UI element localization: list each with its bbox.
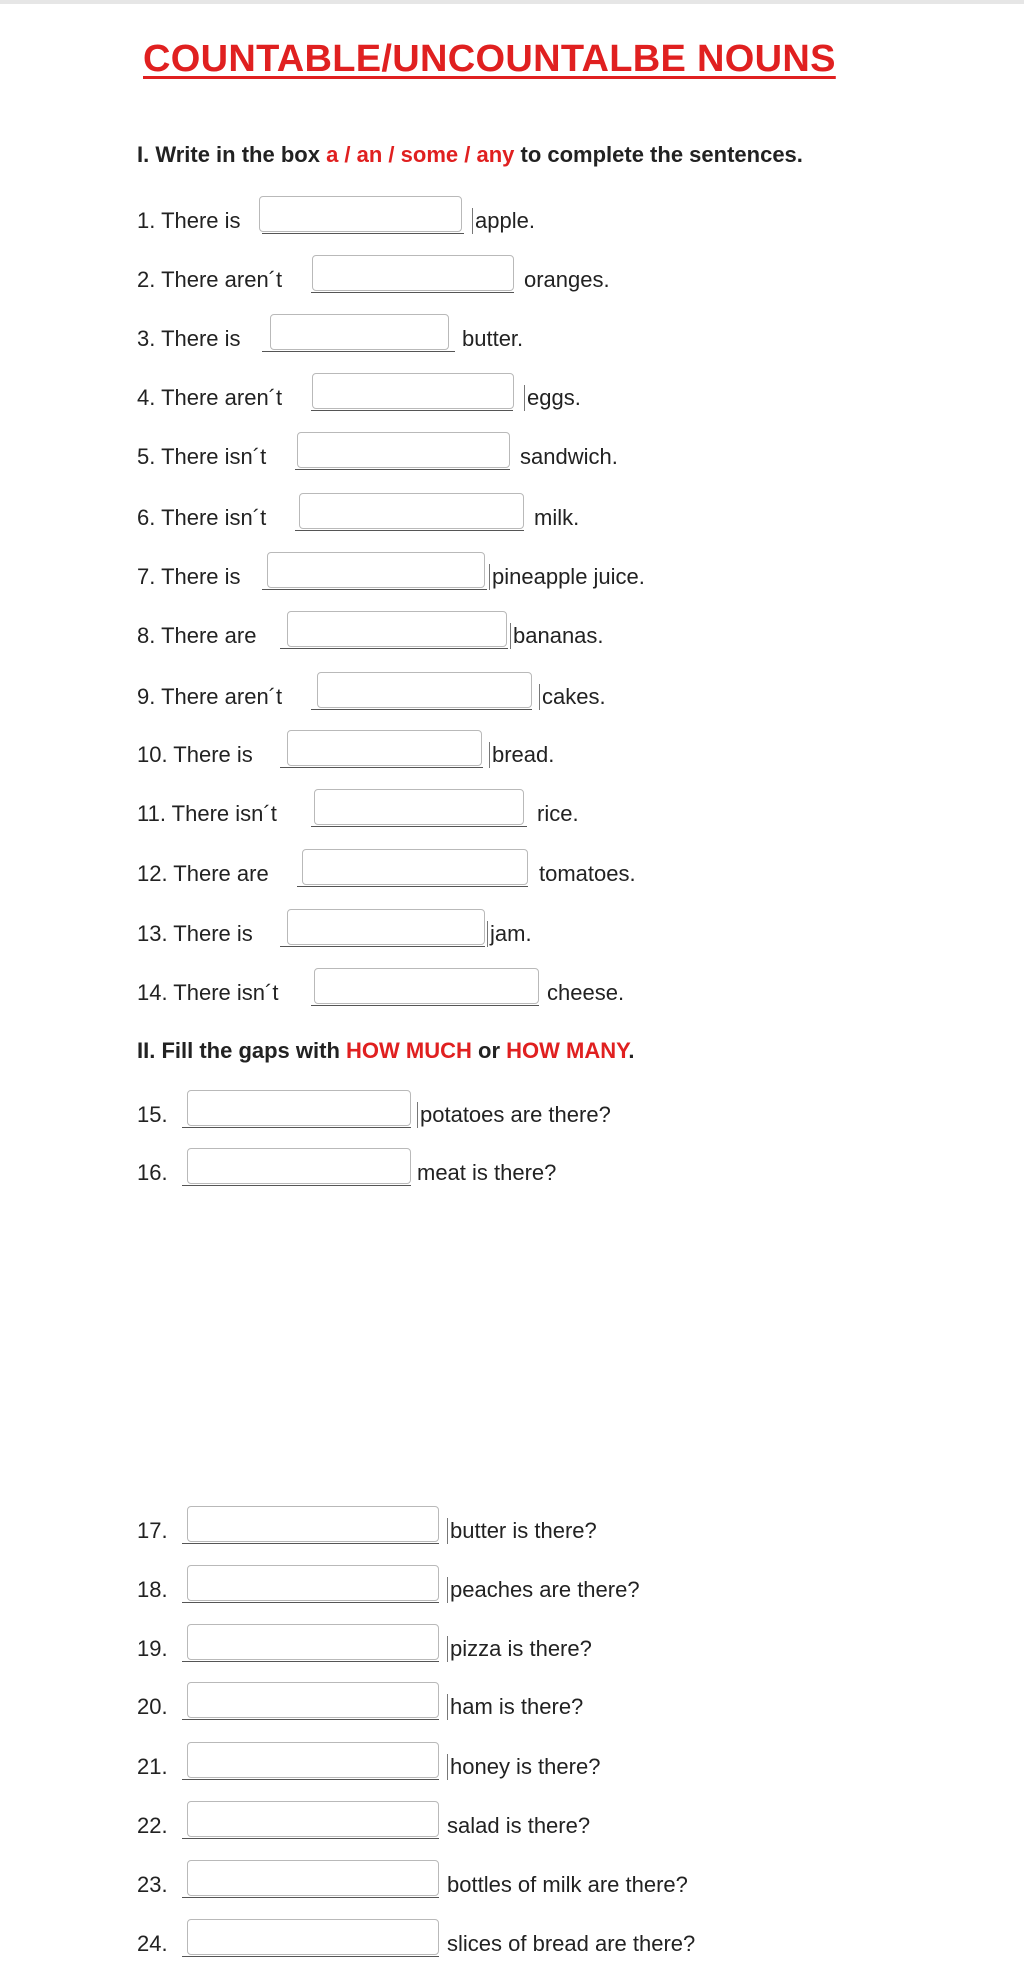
question-prompt: 17. — [137, 1518, 168, 1543]
answer-box[interactable] — [317, 672, 532, 708]
question-prompt: 22. — [137, 1813, 168, 1838]
instruction-prefix: I. Write in the box — [137, 142, 327, 167]
question-continuation: slices of bread are there? — [447, 1931, 696, 1956]
answer-underline — [262, 351, 455, 352]
answer-underline — [182, 1127, 411, 1128]
answer-box[interactable] — [270, 314, 449, 350]
answer-underline — [295, 530, 524, 531]
question-prompt: 5. There isn´t — [137, 444, 267, 469]
question-prompt: 11. There isn´t — [137, 801, 277, 826]
instruction-suffix: to complete the sentences. — [514, 142, 803, 167]
question-continuation: potatoes are there? — [417, 1102, 611, 1128]
question-row-6 — [137, 493, 1017, 533]
answer-underline — [182, 1602, 439, 1603]
question-row-8 — [137, 611, 1017, 651]
answer-underline — [297, 886, 528, 887]
question-row-19 — [137, 1624, 1017, 1664]
question-row-3 — [137, 314, 1017, 354]
question-row-2 — [137, 255, 1017, 295]
question-prompt: 18. — [137, 1577, 168, 1602]
question-continuation: eggs. — [524, 385, 581, 411]
question-prompt: 10. There is — [137, 742, 253, 767]
answer-box[interactable] — [302, 849, 528, 885]
question-continuation: sandwich. — [520, 444, 618, 469]
question-continuation: butter is there? — [447, 1518, 597, 1544]
answer-underline — [182, 1543, 439, 1544]
question-row-5 — [137, 432, 1017, 472]
answer-box[interactable] — [187, 1742, 439, 1778]
question-prompt: 9. There aren´t — [137, 684, 283, 709]
instruction-suffix: . — [628, 1038, 635, 1063]
section-2-instruction — [137, 1038, 634, 1064]
answer-underline — [182, 1897, 439, 1898]
question-prompt: 12. There are — [137, 861, 269, 886]
answer-underline — [311, 1005, 539, 1006]
answer-underline — [182, 1185, 411, 1186]
question-prompt: 16. — [137, 1160, 168, 1185]
question-row-14 — [137, 968, 1017, 1008]
answer-box[interactable] — [287, 909, 485, 945]
question-row-20 — [137, 1682, 1017, 1722]
answer-underline — [182, 1719, 439, 1720]
answer-underline — [182, 1779, 439, 1780]
answer-underline — [280, 648, 508, 649]
answer-box[interactable] — [287, 611, 507, 647]
instruction-prefix: II. Fill the gaps with — [137, 1038, 347, 1063]
answer-box[interactable] — [187, 1565, 439, 1601]
answer-underline — [262, 589, 487, 590]
answer-underline — [182, 1661, 439, 1662]
answer-box[interactable] — [187, 1090, 411, 1126]
question-continuation: peaches are there? — [447, 1577, 640, 1603]
question-prompt: 1. There is — [137, 208, 241, 233]
section-1-instruction — [137, 142, 803, 168]
answer-underline — [311, 826, 527, 827]
question-row-1 — [137, 196, 1017, 236]
top-edge — [0, 0, 1024, 4]
answer-box[interactable] — [314, 789, 524, 825]
question-prompt: 19. — [137, 1636, 168, 1661]
answer-box[interactable] — [187, 1919, 439, 1955]
answer-underline — [311, 709, 532, 710]
question-continuation: ham is there? — [447, 1694, 583, 1720]
question-row-24 — [137, 1919, 1017, 1959]
instruction-options: a / an / some / any — [326, 142, 515, 167]
question-prompt: 13. There is — [137, 921, 253, 946]
instruction-middle: or — [471, 1038, 507, 1063]
question-row-21 — [137, 1742, 1017, 1782]
question-row-12 — [137, 849, 1017, 889]
question-row-13 — [137, 909, 1017, 949]
answer-box[interactable] — [312, 373, 514, 409]
answer-box[interactable] — [187, 1624, 439, 1660]
question-prompt: 15. — [137, 1102, 168, 1127]
question-prompt: 4. There aren´t — [137, 385, 283, 410]
option-how-many: HOW MANY — [506, 1038, 629, 1063]
question-row-15 — [137, 1090, 1017, 1130]
question-row-7 — [137, 552, 1017, 592]
answer-box[interactable] — [187, 1506, 439, 1542]
question-row-9 — [137, 672, 1017, 712]
question-row-4 — [137, 373, 1017, 413]
answer-underline — [280, 767, 483, 768]
answer-box[interactable] — [187, 1801, 439, 1837]
answer-underline — [311, 410, 513, 411]
question-continuation: butter. — [462, 326, 524, 351]
question-row-23 — [137, 1860, 1017, 1900]
question-continuation: meat is there? — [417, 1160, 557, 1185]
question-prompt: 14. There isn´t — [137, 980, 279, 1005]
worksheet-title: COUNTABLE/UNCOUNTALBE NOUNS — [143, 38, 836, 80]
answer-box[interactable] — [187, 1148, 411, 1184]
question-continuation: oranges. — [524, 267, 610, 292]
question-prompt: 21. — [137, 1754, 168, 1779]
question-prompt: 7. There is — [137, 564, 241, 589]
question-continuation: honey is there? — [447, 1754, 600, 1780]
question-row-22 — [137, 1801, 1017, 1841]
question-prompt: 20. — [137, 1694, 168, 1719]
answer-underline — [262, 233, 464, 234]
answer-box[interactable] — [187, 1682, 439, 1718]
question-row-17 — [137, 1506, 1017, 1546]
answer-underline — [311, 292, 514, 293]
question-row-10 — [137, 730, 1017, 770]
option-how-much: HOW MUCH — [346, 1038, 472, 1063]
question-continuation: bread. — [489, 742, 554, 768]
question-continuation: tomatoes. — [539, 861, 636, 886]
answer-box[interactable] — [314, 968, 539, 1004]
question-prompt: 6. There isn´t — [137, 505, 267, 530]
answer-box[interactable] — [312, 255, 514, 291]
question-continuation: cakes. — [539, 684, 606, 710]
question-row-11 — [137, 789, 1017, 829]
answer-underline — [280, 946, 485, 947]
question-continuation: pizza is there? — [447, 1636, 592, 1662]
answer-underline — [182, 1838, 439, 1839]
question-continuation: cheese. — [547, 980, 625, 1005]
question-row-18 — [137, 1565, 1017, 1605]
answer-underline — [295, 469, 510, 470]
question-continuation: pineapple juice. — [489, 564, 645, 590]
question-prompt: 24. — [137, 1931, 168, 1956]
question-continuation: rice. — [537, 801, 579, 826]
answer-box[interactable] — [297, 432, 510, 468]
answer-box[interactable] — [187, 1860, 439, 1896]
question-prompt: 3. There is — [137, 326, 241, 351]
question-prompt: 23. — [137, 1872, 168, 1897]
answer-underline — [182, 1956, 439, 1957]
answer-box[interactable] — [287, 730, 482, 766]
question-prompt: 8. There are — [137, 623, 257, 648]
answer-box[interactable] — [259, 196, 462, 232]
answer-box[interactable] — [267, 552, 485, 588]
answer-box[interactable] — [299, 493, 524, 529]
question-continuation: jam. — [487, 921, 532, 947]
question-continuation: bananas. — [510, 623, 604, 649]
question-continuation: salad is there? — [447, 1813, 591, 1838]
question-prompt: 2. There aren´t — [137, 267, 283, 292]
question-continuation: bottles of milk are there? — [447, 1872, 688, 1897]
question-row-16 — [137, 1148, 1017, 1188]
question-continuation: milk. — [534, 505, 580, 530]
question-continuation: apple. — [472, 208, 535, 234]
